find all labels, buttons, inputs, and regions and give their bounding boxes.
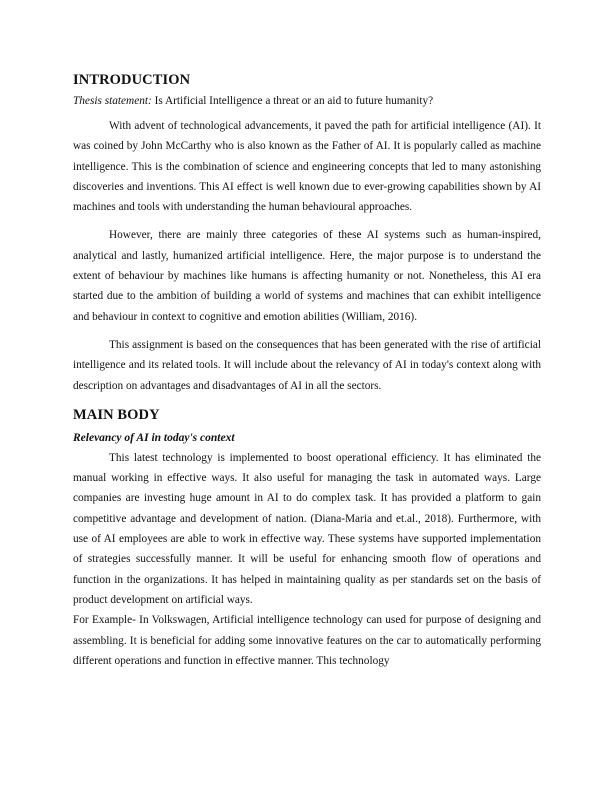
intro-paragraph-3: This assignment is based on the consequences that has been generated with the rise of artificial intelligence and its related tools. It will include about the relevancy of AI in today's context along with description on advantages and disadvantages of AI in all the sectors. [73, 338, 541, 392]
intro-paragraph-2: However, there are mainly three categories of these AI systems such as human-inspired, analytical and lastly, humanized artificial intelligence. Here, the major purpose is to understand the extent of behaviour by machines like humans is affecting humanity or not. Nonetheless, this AI era started due to the ambition of building a world of systems and machines that can exhibit intelligence and behaviour in context to cognitive and emotion abilities (William, 2016). [73, 229, 541, 323]
page-content [73, 70, 541, 671]
body-paragraph-2: For Example- In Volkswagen, Artificial intelligence technology can used for purpose of designing and assembling. It is beneficial for adding some innovative features on the car to automatically performing different operations and function in effective manner. This technology [73, 614, 541, 667]
introduction-heading: INTRODUCTION [73, 72, 191, 88]
body-paragraph-1: This latest technology is implemented to boost operational efficiency. It has eliminated the manual working in effective ways. It also useful for managing the task in automated ways. Large companies are investing huge amount in AI to do complex task. It has provided a platform to gain competitive advantage and development of nation. (Diana-Maria and et.al., 2018). Furthermore, with use of AI employees are able to work in effective way. These systems have supported implementation of strategies successfully manner. It will be useful for enhancing smooth flow of operations and function in the organizations. It has helped in maintaining quality as per standards set on the basis of product development on artificial ways. [73, 451, 541, 606]
intro-paragraph-1: With advent of technological advancements, it paved the path for artificial intelligence (AI). It was coined by John McCarthy who is also known as the Father of AI. It is popularly called as machine intelligence. This is the combination of science and engineering concepts that led to many astonishing discoveries and inventions. This AI effect is well known due to ever-growing capabilities shown by AI machines and tools with understanding the human behavioural approaches. [73, 120, 541, 214]
relevancy-subheading: Relevancy of AI in today's context [73, 431, 235, 444]
thesis-label: Thesis statement: [73, 95, 152, 107]
main-body-heading: MAIN BODY [73, 406, 160, 423]
thesis-statement [73, 93, 541, 110]
thesis-text: Is Artificial Intelligence a threat or an aid to future humanity? [151, 95, 434, 107]
